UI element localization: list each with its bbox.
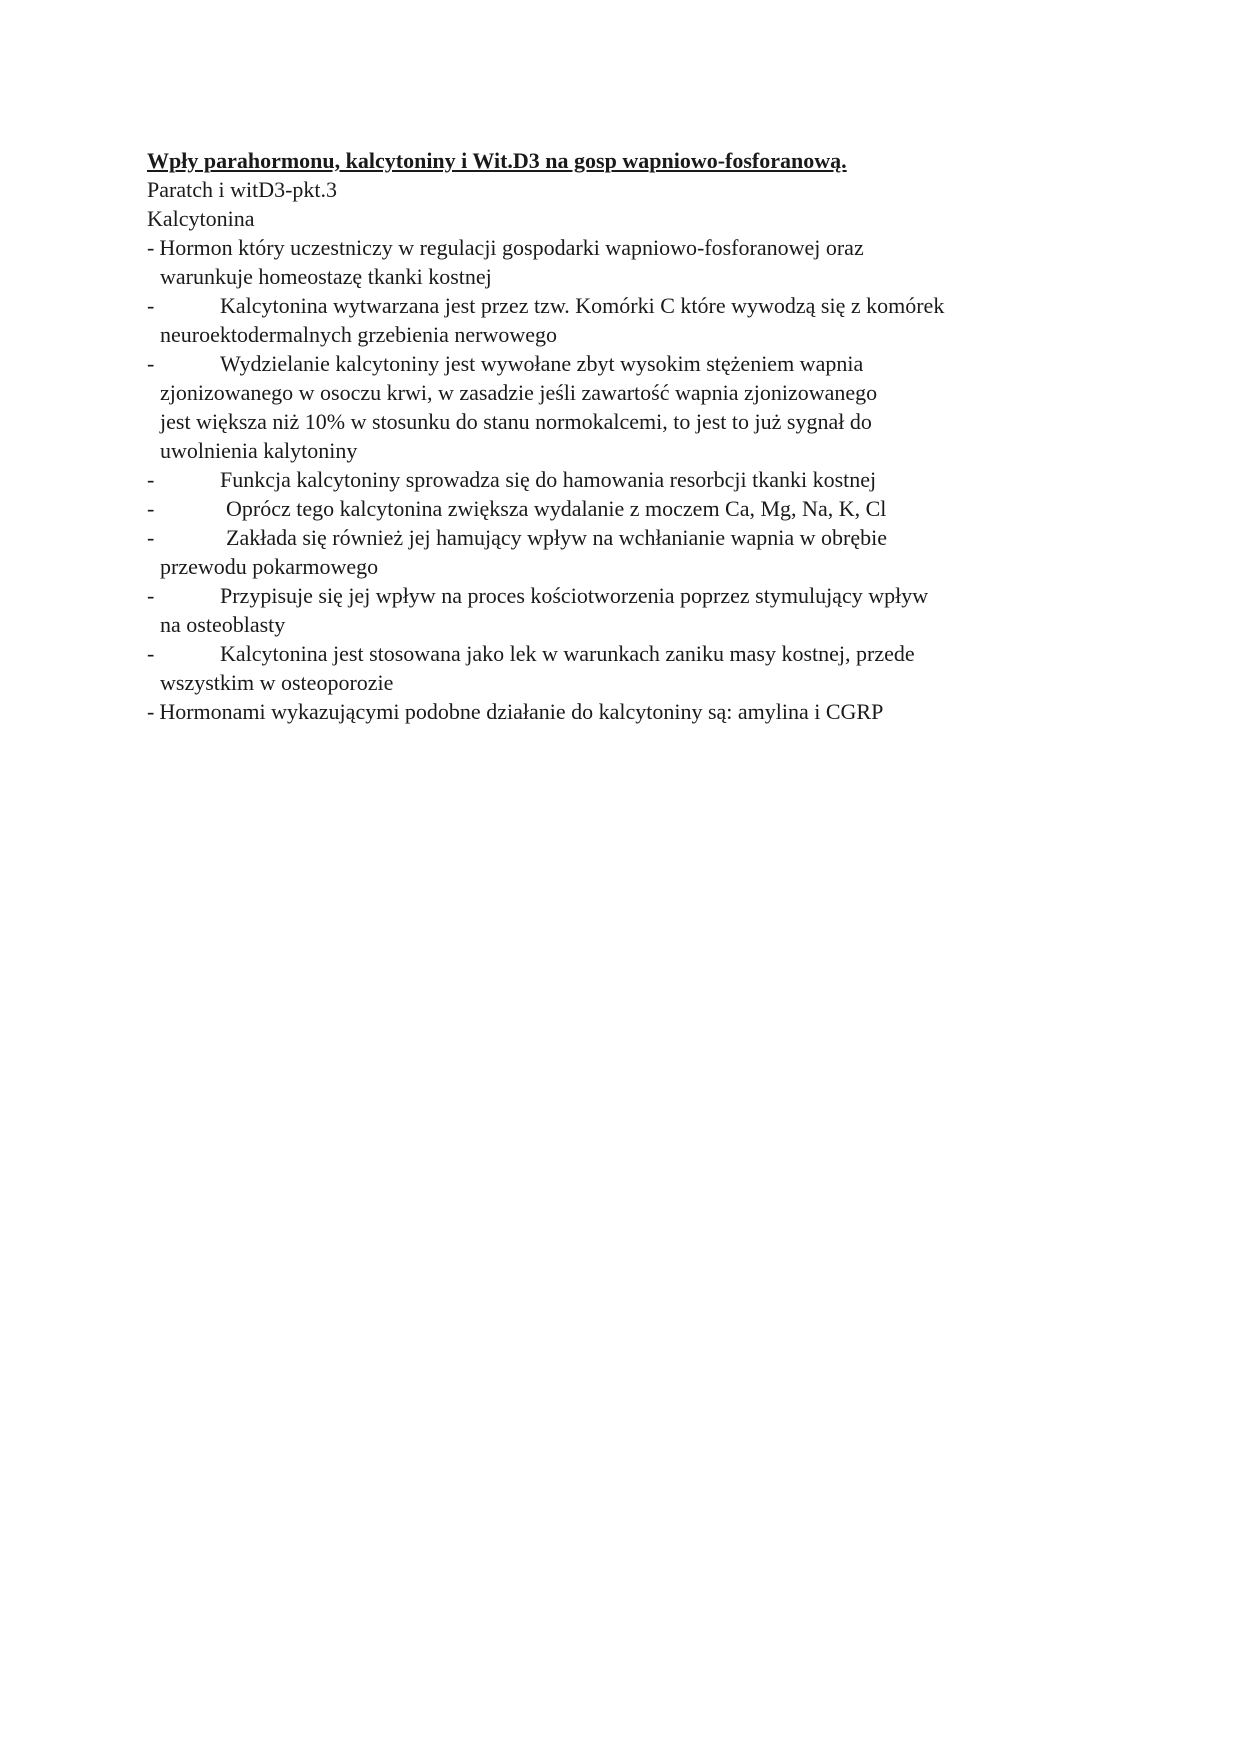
list-item-text: Kalcytonina wytwarzana jest przez tzw. Komórki C które wywodzą się z komórek <box>220 293 945 318</box>
list-item-text: przewodu pokarmowego <box>160 554 379 579</box>
list-dash: - <box>147 525 155 550</box>
list-item <box>147 465 1087 494</box>
list-dash: - <box>147 351 155 376</box>
list-dash: - <box>147 235 155 260</box>
list-item <box>147 581 1087 639</box>
list-item <box>147 494 1087 523</box>
list-item-text: wszystkim w osteoporozie <box>160 670 394 695</box>
list-item-text: Hormon który uczestniczy w regulacji gospodarki wapniowo-fosforanowej oraz <box>159 235 864 260</box>
list-item <box>147 349 1087 465</box>
list-item-text: warunkuje homeostazę tkanki kostnej <box>160 264 492 289</box>
list-item-text: Hormonami wykazującymi podobne działanie do kalcytoniny są: amylina i CGRP <box>159 699 884 724</box>
list-item-text: jest większa niż 10% w stosunku do stanu normokalcemi, to jest to już sygnał do <box>160 409 872 434</box>
list-item-text: Przypisuje się jej wpływ na proces kościotworzenia poprzez stymulujący wpływ <box>220 583 929 608</box>
list-item <box>147 697 1087 726</box>
list-dash: - <box>147 641 155 666</box>
list-item-text: uwolnienia kalytoniny <box>160 438 358 463</box>
list-item <box>147 291 1087 349</box>
list-item-text: Wydzielanie kalcytoniny jest wywołane zbyt wysokim stężeniem wapnia <box>220 351 864 376</box>
list-item-text: Oprócz tego kalcytonina zwiększa wydalanie z moczem Ca, Mg, Na, K, Cl <box>226 496 887 521</box>
list-item-text: Zakłada się również jej hamujący wpływ na wchłanianie wapnia w obrębie <box>226 525 887 550</box>
list-item-text: neuroektodermalnych grzebienia nerwowego <box>160 322 558 347</box>
list-dash: - <box>147 467 155 492</box>
list-item-text: zjonizowanego w osoczu krwi, w zasadzie jeśli zawartość wapnia zjonizowanego <box>160 380 878 405</box>
document-title: Wpły parahormonu, kalcytoniny i Wit.D3 na gosp wapniowo-fosforanową. <box>147 148 847 173</box>
list-item-text: Funkcja kalcytoniny sprowadza się do hamowania resorbcji tkanki kostnej <box>220 467 877 492</box>
list-item <box>147 523 1087 581</box>
list-item <box>147 233 1087 291</box>
section-heading: Kalcytonina <box>147 206 255 231</box>
list-dash: - <box>147 699 155 724</box>
list-item-text: Kalcytonina jest stosowana jako lek w warunkach zaniku masy kostnej, przede <box>220 641 915 666</box>
list-dash: - <box>147 583 155 608</box>
document-body <box>147 146 1087 726</box>
list-dash: - <box>147 496 155 521</box>
list-item <box>147 639 1087 697</box>
list-dash: - <box>147 293 155 318</box>
document-subtitle: Paratch i witD3-pkt.3 <box>147 177 338 202</box>
list-item-text: na osteoblasty <box>160 612 286 637</box>
